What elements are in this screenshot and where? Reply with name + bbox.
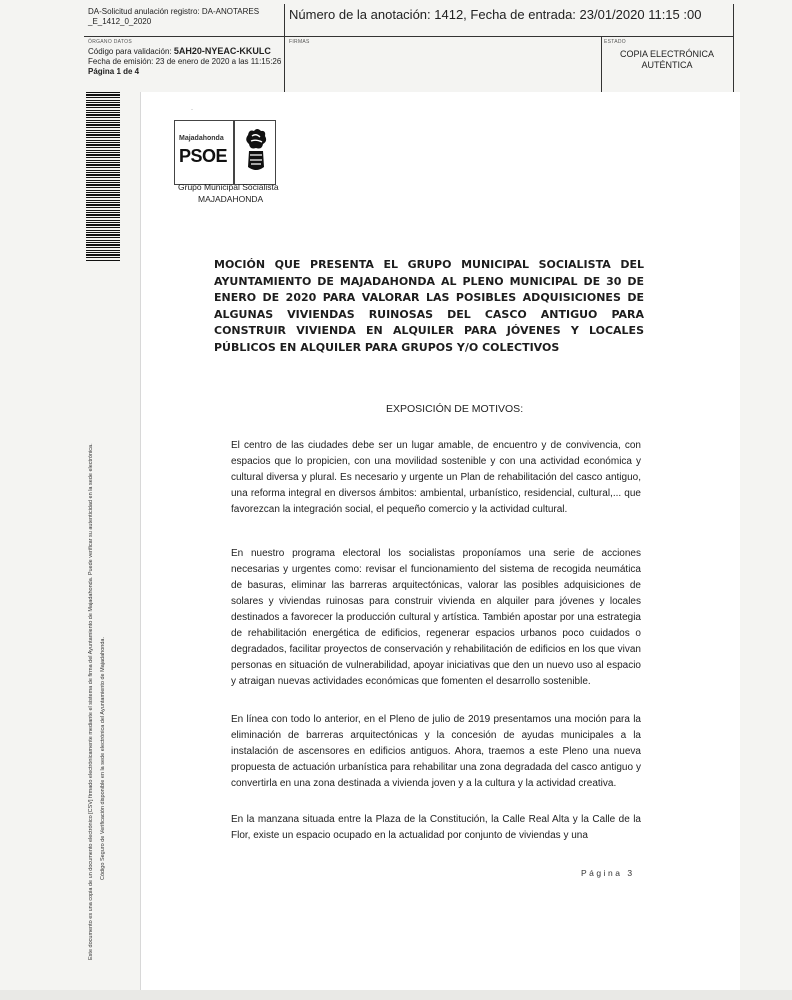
paragraph: En línea con todo lo anterior, en el Pleno de julio de 2019 presentamos una moción para la eliminación de barreras arquitectónicas y la concesión de ayudas municipales a la instalación de ascensores en edificios antiguos. Ahora, traemos a este Pleno una nueva propuesta de actuación urbanística para rehabilitar una zona degradada del casco antiguo y convertirla en una zona destinada a vivienda joven y a la cultura y la actividad creativa. [231,714,641,789]
status-label: ESTADO [604,39,626,45]
paragraph: El centro de las ciudades debe ser un lugar amable, de encuentro y de convivencia, con espacios que lo propicien, con una movilidad sostenible y con una actividad económica y cultural diversa y plural. Es necesario y urgente un Plan de rehabilitación del casco antiguo, una reforma integral en diversos ámbitos: ambiental, urbanístico, residencial, cultural,... que favorezcan la integración social, el pequeño comercio y la actividad cultural. [231,440,641,515]
motion-title: MOCIÓN QUE PRESENTA EL GRUPO MUNICIPAL SOCIALISTA DEL AYUNTAMIENTO DE MAJADAHONDA AL PLENO MUNICIPAL DE 30 DE ENERO DE 2020 PARA VALORAR LAS POSIBLES ADQUISICIONES DE ALGUNAS VIVIENDAS RUINOSAS DEL CASCO ANTIGUO PARA CONSTRUIR VIVIENDA EN ALQUILER PARA JÓVENES Y LOCALES PÚBLICOS EN ALQUILER PARA GRUPOS Y/O COLECTIVOS [214,258,644,354]
stamp-divider [284,4,285,94]
town-name: MAJADAHONDA [198,194,264,204]
doc-label: ÓRGANO DATOS [88,39,132,45]
validation-row [88,47,271,56]
stamp-left-subtitle: _E_1412_0_2020 [88,17,152,26]
margin-verification-text: Código Seguro de Verificación disponible en la sede electrónica del Ayuntamiento de Majadahonda. [100,637,106,880]
paragraph: En nuestro programa electoral los socialistas proponíamos una serie de acciones necesarias y urgentes como: revisar el funcionamiento del sistema de recogida neumática de basuras, eliminar las barreras arquitectónicas, valorar las posibles adquisiciones de solares y viviendas ruinosas para construir vivienda en alquiler para jóvenes y locales destinados a favorecer la producción cultural y artística. También apostar por una estrategia de rehabilitación energética de edificios, regenerar espacios urbanos poco cuidados o degradados, facilitar proyectos de conservación y rehabilitación de edificios en los que vivan personas en situación de vulnerabilidad, apoyar iniciativas que den un nuevo uso al espacio y atraigan nuevas actividades económicas que fomenten el desarrollo sostenible. [231,548,641,687]
margin-verification-text: Este documento es una copia de un documento electrónico [CSV] firmado electrónicamente mediante el sistema de firma del Ayuntamiento de Majadahonda. Puede verificar su autenticidad en la sede electrónica. [88,443,94,960]
logo-town: Majadahonda [179,135,224,142]
scan-mark: · [191,107,193,113]
page-number: Página 3 [581,868,635,878]
registry-entry: Número de la anotación: 1412, Fecha de entrada: 23/01/2020 11:15 :00 [289,7,702,22]
registry-stamp [84,4,734,94]
validation-code: 5AH20-NYEAC-KKULC [173,46,271,56]
stamp-left-title: DA-Solicitud anulación registro: DA-ANOTARES [88,7,260,16]
stamp-divider [84,36,734,37]
stamp-divider [601,36,602,94]
validation-label: Código para validación: [88,47,172,56]
status-value: COPIA ELECTRÓNICA AUTÉNTICA [619,49,715,70]
scan-edge [0,990,792,1000]
firma-label: FIRMAS [289,39,310,45]
issue-date: Fecha de emisión: 23 de enero de 2020 a las 11:15:26 [88,57,282,66]
section-heading: EXPOSICIÓN DE MOTIVOS: [386,403,524,415]
stamp-divider [733,4,734,94]
rose-fist-icon [234,120,276,185]
paragraph: En la manzana situada entre la Plaza de la Constitución, la Calle Real Alta y la Calle de la Flor, existe un espacio ocupado en la actualidad por conjunto de viviendas y una [231,814,641,841]
psoe-logo [174,120,234,185]
group-name: Grupo Municipal Socialista [178,182,279,192]
document-page [140,92,740,992]
page-info: Página 1 de 4 [88,67,140,76]
logo-party: PSOE [179,146,228,166]
